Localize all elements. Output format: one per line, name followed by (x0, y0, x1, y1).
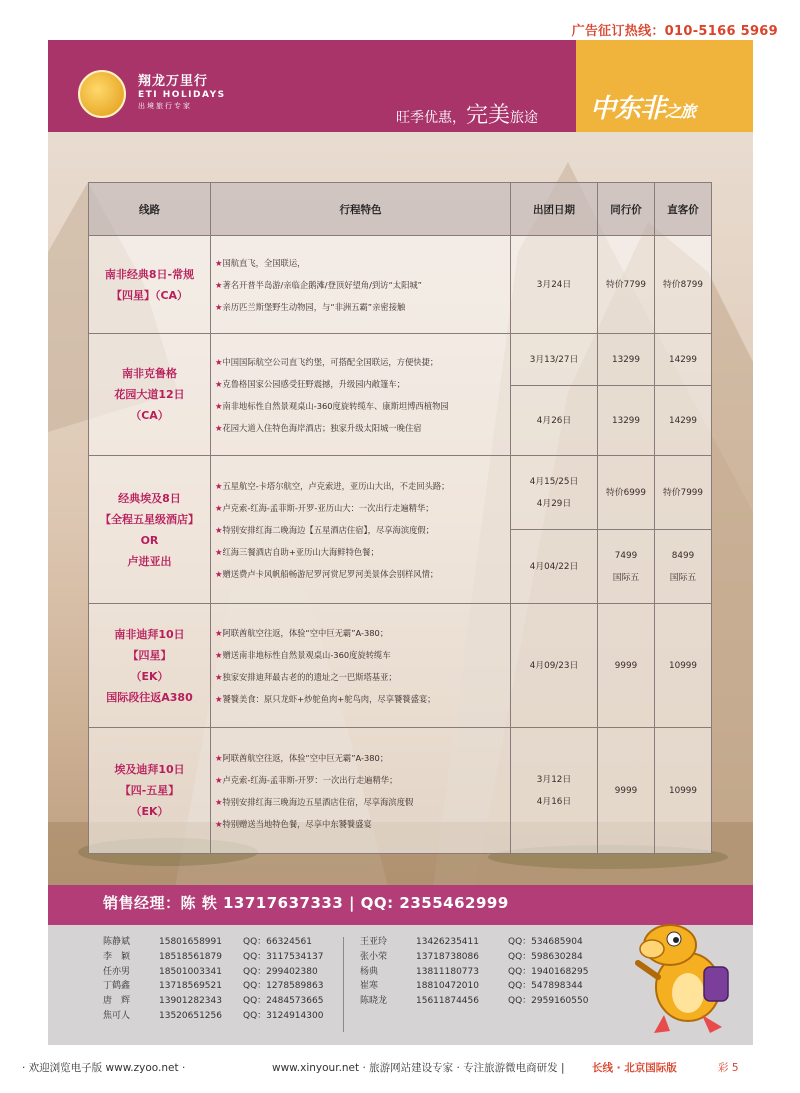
slogan (396, 98, 538, 129)
feature-item (215, 688, 510, 710)
price-line: 国际五 (612, 572, 640, 583)
feature-item (215, 666, 510, 688)
feature-item (215, 395, 510, 417)
route-line: 经典埃及8日 (118, 491, 181, 505)
route-cell (89, 236, 211, 334)
contact-name: 唐 辉 (103, 996, 131, 1007)
date-cell: 4月04/22日 (511, 530, 598, 604)
contact-row (360, 950, 608, 965)
route-line: 国际段往返A380 (106, 690, 193, 704)
contact-row (360, 979, 608, 994)
direct-price-cell: 特价7999 (655, 456, 712, 530)
feature-item (215, 417, 510, 439)
peer-price-cell: 9999 (598, 604, 655, 728)
contact-qq: QQ：3117534137 (243, 951, 324, 962)
logo-english-name: ETI HOLIDAYS (138, 90, 226, 100)
tour-table (88, 182, 712, 854)
contact-row (103, 950, 343, 965)
route-cell (89, 334, 211, 456)
contact-name: 陈静斌 (103, 937, 131, 947)
direct-price-cell (655, 530, 712, 604)
star-icon: ★ (215, 568, 223, 579)
features-cell (211, 604, 511, 728)
contact-phone: 18518561879 (159, 951, 222, 962)
route-line: （EK） (130, 805, 169, 818)
route-cell (89, 456, 211, 604)
dragon-mascot-icon (618, 915, 748, 1040)
feature-text: 饕餮美食：原只龙虾+炒鸵鱼肉+鸵鸟肉，尽享饕餮盛宴； (222, 693, 436, 704)
star-icon: ★ (215, 546, 223, 557)
header-banner (48, 40, 753, 132)
contact-row (103, 994, 343, 1009)
feature-item (215, 791, 510, 813)
feature-item (215, 497, 510, 519)
route-line: 【全程五星级酒店】 (100, 512, 199, 526)
contact-row (103, 979, 343, 994)
star-icon: ★ (215, 671, 223, 682)
contact-name: 杨典 (360, 966, 379, 977)
contact-qq: QQ：1940168295 (508, 966, 589, 977)
route-line: OR (140, 533, 159, 547)
star-icon: ★ (215, 356, 223, 367)
star-icon: ★ (215, 774, 223, 785)
contact-phone: 13426235411 (416, 937, 479, 947)
star-icon: ★ (215, 400, 223, 411)
contact-qq: QQ：1278589863 (243, 981, 324, 992)
feature-item (215, 541, 510, 563)
star-icon: ★ (215, 502, 223, 513)
route-line: 卢进亚出 (127, 554, 172, 568)
date-line: 4月16日 (536, 796, 572, 807)
route-line: 【四-五星】 (119, 784, 180, 797)
feature-text: 阿联酋航空往返，体验“空中巨无霸”A-380； (222, 752, 389, 763)
slogan-part-a: 旺季优惠， (396, 110, 466, 126)
contact-qq: QQ：299402380 (243, 966, 318, 977)
feature-text: 独家安排迪拜最古老的的遗址之一巴斯塔基亚； (222, 671, 397, 682)
contacts-divider (343, 937, 344, 1032)
table-row (89, 728, 712, 854)
feature-text: 著名开普半岛游/亲临企鹅滩/登顶好望角/到访“太阳城” (222, 279, 422, 290)
date-cell (511, 456, 598, 530)
peer-price-cell: 特价7799 (598, 236, 655, 334)
date-cell: 3月24日 (511, 236, 598, 334)
route-cell (89, 604, 211, 728)
contact-phone: 15801658991 (159, 937, 222, 947)
contact-row (103, 935, 343, 950)
date-line: 4月29日 (536, 498, 572, 509)
feature-text: 卢克索-红海-孟菲斯-开罗：一次出行走遍精华； (222, 774, 398, 785)
contact-phone: 18810472010 (416, 981, 479, 992)
contact-row (103, 965, 343, 980)
price-line: 8499 (671, 550, 695, 561)
table-header-row (89, 183, 712, 236)
star-icon: ★ (215, 818, 223, 829)
route-line: 【四星】 (127, 648, 172, 662)
header-date: 出团日期 (511, 183, 598, 236)
logo-chinese-name: 翔龙万里行 (138, 74, 209, 89)
contact-name: 任亦男 (103, 966, 131, 977)
feature-item (215, 563, 510, 585)
star-icon: ★ (215, 524, 223, 535)
contact-name: 王亚玲 (360, 937, 388, 947)
feature-text: 赠送南非地标性自然景观桌山-360度旋转缆车 (222, 649, 391, 660)
contact-name: 陈晓龙 (360, 996, 388, 1007)
date-cell (511, 728, 598, 854)
contact-name: 李 颖 (103, 951, 131, 962)
contact-phone: 15611874456 (416, 996, 479, 1007)
feature-text: 花园大道入住特色海岸酒店；独家升级太阳城一晚住宿 (222, 422, 422, 433)
star-icon: ★ (215, 627, 223, 638)
feature-item (215, 622, 510, 644)
feature-item (215, 644, 510, 666)
route-cell (89, 728, 211, 854)
route-line: （CA） (130, 409, 169, 422)
contact-phone: 13901282343 (159, 996, 222, 1007)
feature-text: 特别赠送当地特色餐，尽享中东饕餮盛宴 (222, 818, 372, 829)
direct-price-cell: 特价8799 (655, 236, 712, 334)
feature-item (215, 252, 510, 274)
feature-text: 赠送费卢卡风帆船畅游尼罗河赏尼罗河美景体会别样风情； (222, 568, 439, 579)
route-line: 南非克鲁格 (122, 367, 177, 380)
table-row (89, 604, 712, 728)
contact-phone: 13520651256 (159, 1010, 222, 1021)
theme-title (590, 88, 695, 125)
feature-text: 中国国际航空公司直飞约堡，可搭配全国联运，方便快捷； (222, 356, 439, 367)
direct-price-cell: 14299 (655, 334, 712, 386)
star-icon: ★ (215, 480, 223, 491)
star-icon: ★ (215, 649, 223, 660)
footer-mid: www.xinyour.net · 旅游网站建设专家 · 专注旅游微电商研发 | (272, 1062, 565, 1074)
page-number: 彩 5 (718, 1062, 739, 1074)
contact-name: 张小荣 (360, 951, 388, 962)
star-icon: ★ (215, 693, 223, 704)
theme-box (576, 40, 753, 132)
feature-text: 国航直飞，全国联运， (222, 257, 306, 268)
star-icon: ★ (215, 422, 223, 433)
feature-item (215, 373, 510, 395)
peer-price-cell: 9999 (598, 728, 655, 854)
peer-price-cell (598, 530, 655, 604)
feature-text: 五星航空-卡塔尔航空，卢克索进，亚历山大出，不走回头路； (222, 480, 450, 491)
theme-title-suffix: 之旅 (665, 102, 696, 121)
slogan-part-b: 完美 (466, 103, 511, 128)
peer-price-cell: 13299 (598, 386, 655, 456)
date-line: 4月15/25日 (529, 476, 579, 487)
logo-block (138, 70, 226, 111)
route-line: 埃及迪拜10日 (114, 763, 185, 776)
contact-qq: QQ：547898344 (508, 981, 583, 992)
footer-left: · 欢迎浏览电子版 www.zyoo.net · (22, 1062, 186, 1074)
feature-text: 南非地标性自然景观桌山-360度旋转缆车、康斯坦博西植物园 (222, 400, 449, 411)
contact-name: 焦可人 (103, 1010, 131, 1021)
feature-item (215, 296, 510, 318)
peer-price-cell: 13299 (598, 334, 655, 386)
feature-text: 克鲁格国家公园感受狂野震撼，升级园内敞篷车； (222, 378, 405, 389)
contact-qq: QQ：2959160550 (508, 996, 589, 1007)
feature-text: 特别安排红海二晚海边【五星酒店住宿】，尽享海滨度假； (222, 524, 435, 535)
sales-manager-band: 销售经理：陈 轶 13717637333 | QQ: 2355462999 (48, 885, 753, 925)
contacts-panel (48, 925, 753, 1045)
slogan-part-c: 旅途 (510, 110, 539, 126)
logo-tagline: 出境旅行专家 (138, 102, 192, 110)
contact-name: 崔寒 (360, 981, 379, 992)
star-icon: ★ (215, 378, 223, 389)
contact-qq: QQ：66324561 (243, 937, 312, 947)
direct-price-cell: 10999 (655, 728, 712, 854)
contacts-left (103, 935, 343, 1024)
feature-text: 特别安排红海三晚海边五星酒店住宿，尽享海滨度假 (222, 796, 414, 807)
table-row (89, 236, 712, 334)
route-line: 南非迪拜10日 (114, 627, 185, 641)
star-icon: ★ (215, 257, 223, 268)
feature-item (215, 769, 510, 791)
features-cell (211, 236, 511, 334)
theme-title-main: 中东非 (590, 94, 666, 124)
ad-hotline: 广告征订热线：010-5166 5969 (571, 24, 778, 39)
contact-phone: 13718738086 (416, 951, 479, 962)
direct-price-cell: 10999 (655, 604, 712, 728)
feature-item (215, 747, 510, 769)
feature-text: 亲历匹兰斯堡野生动物园，与“非洲五霸”亲密接触 (222, 301, 406, 312)
star-icon: ★ (215, 796, 223, 807)
header-direct-price: 直客价 (655, 183, 712, 236)
star-icon: ★ (215, 279, 223, 290)
table-row (89, 334, 712, 386)
peer-price-cell: 特价6999 (598, 456, 655, 530)
contact-phone: 13718569521 (159, 981, 222, 992)
route-line: 南非经典8日-常规 (104, 267, 195, 281)
route-line: （EK） (130, 669, 169, 683)
price-line: 国际五 (669, 572, 697, 583)
header-route: 线路 (89, 183, 211, 236)
feature-item (215, 519, 510, 541)
footer-edition: 长线 · 北京国际版 (592, 1062, 677, 1074)
contact-qq: QQ：3124914300 (243, 1010, 324, 1021)
contact-row (103, 1009, 343, 1024)
feature-text: 卢克索-红海-孟菲斯-开罗-亚历山大：一次出行走遍精华； (222, 502, 434, 513)
feature-item (215, 475, 510, 497)
feature-text: 阿联酋航空往返，体验“空中巨无霸”A-380； (222, 627, 389, 638)
feature-text: 红海三餐酒店自助+亚历山大海鲜特色餐； (222, 546, 379, 557)
feature-item (215, 351, 510, 373)
route-line: 【四星】（CA） (110, 288, 189, 302)
contact-phone: 18501003341 (159, 966, 222, 977)
route-line: 花园大道12日 (114, 388, 185, 401)
direct-price-cell: 14299 (655, 386, 712, 456)
contact-qq: QQ：534685904 (508, 937, 583, 947)
eti-logo-icon (78, 70, 126, 118)
contact-qq: QQ：598630284 (508, 951, 583, 962)
feature-item (215, 274, 510, 296)
ad-page (48, 40, 753, 1045)
star-icon: ★ (215, 752, 223, 763)
price-line: 7499 (614, 550, 638, 561)
contact-phone: 13811180773 (416, 966, 479, 977)
contacts-right (360, 935, 608, 1009)
date-cell: 3月13/27日 (511, 334, 598, 386)
contact-qq: QQ：2484573665 (243, 996, 324, 1007)
features-cell (211, 728, 511, 854)
date-line: 3月12日 (536, 774, 572, 785)
date-cell: 4月09/23日 (511, 604, 598, 728)
star-icon: ★ (215, 301, 223, 312)
table-row (89, 456, 712, 530)
features-cell (211, 334, 511, 456)
feature-item (215, 813, 510, 835)
header-features: 行程特色 (211, 183, 511, 236)
contact-name: 丁鹤鑫 (103, 981, 131, 992)
date-cell: 4月26日 (511, 386, 598, 456)
features-cell (211, 456, 511, 604)
contact-row (360, 965, 608, 980)
contact-row (360, 935, 608, 950)
header-peer-price: 同行价 (598, 183, 655, 236)
contact-row (360, 994, 608, 1009)
